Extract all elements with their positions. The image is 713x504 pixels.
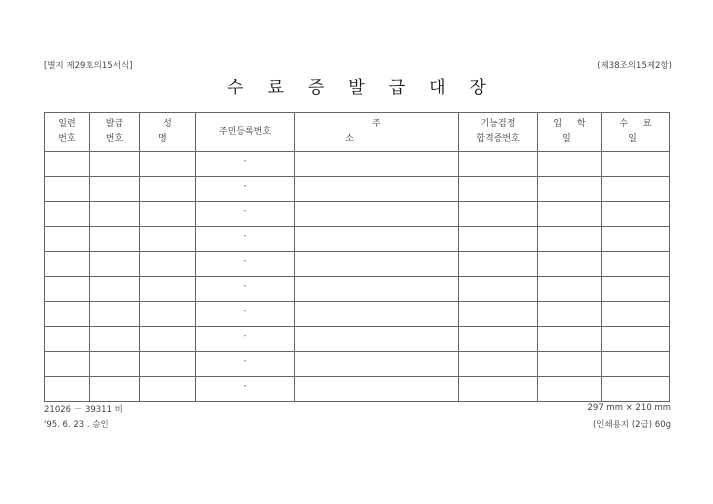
table-cell [538,152,602,177]
table-cell [538,377,602,402]
table-cell [602,177,670,202]
table-cell [45,327,90,352]
table-cell [45,227,90,252]
table-cell [140,152,196,177]
table-cell [90,302,140,327]
approval-date: '95. 6. 23 . 승인 [44,420,109,430]
table-cell [140,177,196,202]
table-cell [90,177,140,202]
table-cell [295,277,459,302]
table-cell [295,352,459,377]
table-cell [140,327,196,352]
table-cell [90,202,140,227]
id-separator: - [243,206,247,215]
table-cell [602,252,670,277]
table-cell [196,277,295,302]
table-cell [538,302,602,327]
table-cell [196,352,295,377]
table-cell [538,327,602,352]
table-cell [140,227,196,252]
table-cell [602,327,670,352]
table-cell [196,202,295,227]
table-row [45,252,670,277]
table-cell [538,202,602,227]
table-cell [295,327,459,352]
table-cell [90,327,140,352]
table-cell [196,377,295,402]
id-separator: - [243,306,247,315]
col-certificate-number: 기능검정 합격증번호 [459,113,538,152]
page-title: 수료증발급대장 [227,78,510,98]
table-cell [90,227,140,252]
table-cell [140,252,196,277]
table-cell [459,202,538,227]
table-cell [45,302,90,327]
table-cell [602,152,670,177]
table-cell [459,302,538,327]
header-row [45,113,670,152]
paper-size: 297 mm × 210 mm [587,403,671,413]
table-row [45,302,670,327]
table-cell [602,377,670,402]
table-cell [196,252,295,277]
table-cell [295,177,459,202]
col-serial-number: 일련 번호 [45,113,90,152]
table-cell [295,252,459,277]
table-row [45,177,670,202]
table-cell [90,352,140,377]
table-cell [602,202,670,227]
table-cell [538,177,602,202]
id-separator: - [243,181,247,190]
table-cell [196,227,295,252]
table-row [45,202,670,227]
table-cell [459,152,538,177]
table-cell [602,352,670,377]
table-cell [602,277,670,302]
table-cell [538,227,602,252]
table-cell [295,152,459,177]
id-separator: - [243,281,247,290]
table-row [45,152,670,177]
table-cell [140,277,196,302]
form-code: 21026 － 39311 비 [44,405,123,415]
table-cell [459,352,538,377]
table-cell [459,327,538,352]
table-row [45,277,670,302]
table-cell [459,177,538,202]
table-cell [45,152,90,177]
table-cell [538,252,602,277]
law-reference: (제38조의15제2항) [597,61,672,71]
col-resident-id: 주민등록번호 [196,113,295,152]
table-cell [295,202,459,227]
table-cell [45,252,90,277]
col-completion-date: 수 료 일 [602,113,670,152]
id-separator: - [243,231,247,240]
table-cell [196,177,295,202]
table-cell [602,227,670,252]
table-cell [295,377,459,402]
table-cell [140,202,196,227]
table-cell [140,377,196,402]
table-cell [295,302,459,327]
col-name: 성 명 [140,113,196,152]
table-cell [140,302,196,327]
table-row [45,352,670,377]
table-cell [45,202,90,227]
table-cell [602,302,670,327]
table-cell [90,377,140,402]
table-cell [45,177,90,202]
table-cell [196,152,295,177]
table-cell [196,327,295,352]
table-cell [45,377,90,402]
table-cell [459,377,538,402]
col-admission-date: 입 학 일 [538,113,602,152]
table-cell [90,252,140,277]
id-separator: - [243,156,247,165]
table-cell [90,277,140,302]
table-cell [538,352,602,377]
table-cell [140,352,196,377]
table-cell [45,352,90,377]
register-table [44,112,670,402]
col-address: 주 소 [295,113,459,152]
id-separator: - [243,381,247,390]
table-cell [459,277,538,302]
table-cell [295,227,459,252]
id-separator: - [243,356,247,365]
table-cell [90,152,140,177]
table-cell [459,252,538,277]
table-row [45,227,670,252]
form-reference: [별지 제29호의15서식] [44,61,133,71]
table-cell [196,302,295,327]
paper-type: (인쇄용지 (2급) 60g [592,420,671,430]
table-cell [459,227,538,252]
table-row [45,377,670,402]
table-cell [538,277,602,302]
col-issue-number: 발급 번호 [90,113,140,152]
id-separator: - [243,256,247,265]
table-cell [45,277,90,302]
table-row [45,327,670,352]
id-separator: - [243,331,247,340]
